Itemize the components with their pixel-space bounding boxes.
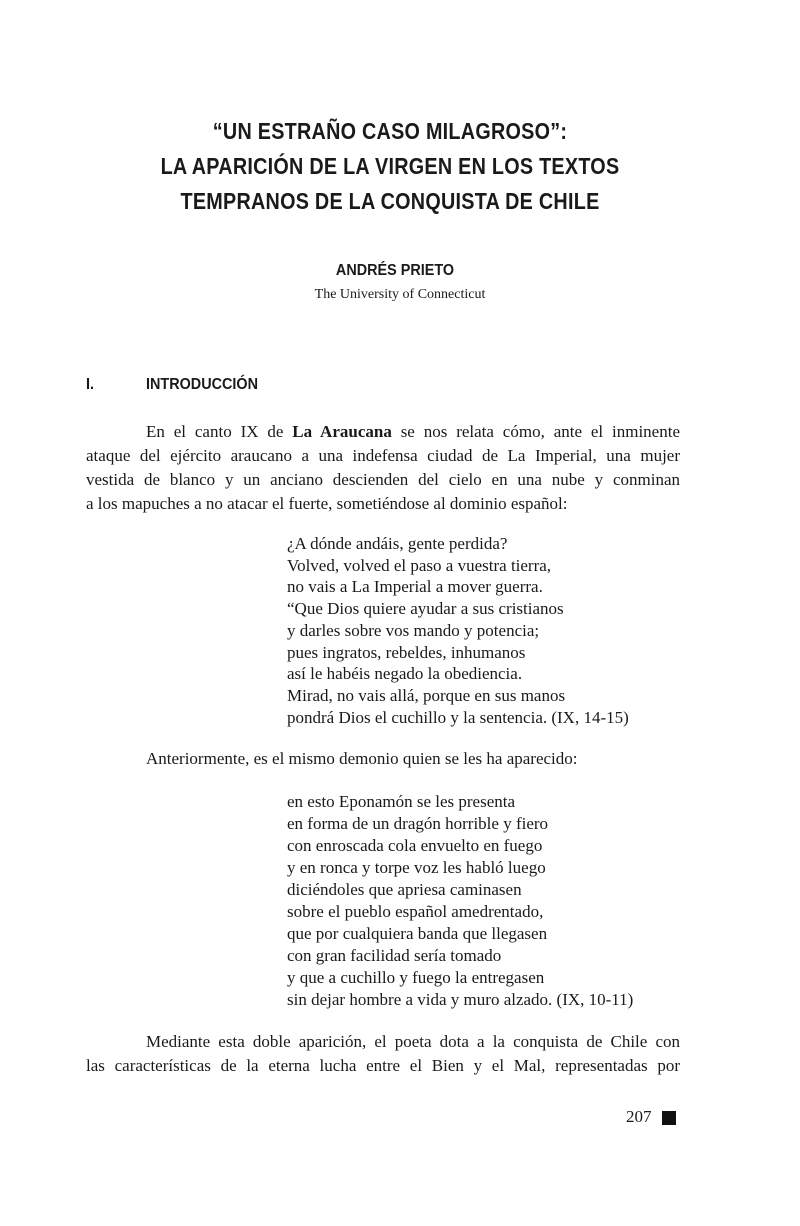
- verse-line: Volved, volved el paso a vuestra tierra,: [287, 555, 552, 575]
- title-line-3: TEMPRANOS DE LA CONQUISTA DE CHILE: [180, 188, 600, 214]
- verse-line: ¿A dónde andáis, gente perdida?: [287, 534, 508, 553]
- verse-line: con enroscada cola envuelto en fuego: [287, 836, 543, 855]
- verse-line: sin dejar hombre a vida y muro alzado. (IX, 10-11): [287, 990, 634, 1009]
- paragraph-line: a los mapuches a no atacar el fuerte, sometiéndose al dominio español:: [86, 494, 568, 513]
- section-title: INTRODUCCIÓN: [146, 376, 258, 393]
- page-marker-square: [662, 1111, 676, 1125]
- paragraph-line: Anteriormente, es el mismo demonio quien se les ha aparecido:: [146, 749, 578, 768]
- verse-line: pues ingratos, rebeldes, inhumanos: [287, 642, 526, 662]
- verse-line: en forma de un dragón horrible y fiero: [287, 814, 549, 833]
- verse-line: y en ronca y torpe voz les habló luego: [287, 858, 546, 877]
- work-title: La Araucana: [292, 422, 392, 441]
- verse-line: y darles sobre vos mando y potencia;: [287, 620, 540, 640]
- verse-line: con gran facilidad sería tomado: [287, 946, 502, 965]
- verse-line: que por cualquiera banda que llegasen: [287, 924, 548, 943]
- paragraph-line: las características de la eterna lucha entre el Bien y el Mal, representadas por: [86, 1056, 680, 1075]
- verse-line: pondrá Dios el cuchillo y la sentencia. (IX, 14-15): [287, 707, 629, 727]
- verse-line: Mirad, no vais allá, porque en sus manos: [287, 685, 566, 705]
- verse-line: sobre el pueblo español amedrentado,: [287, 902, 544, 921]
- title-line-1: “UN ESTRAÑO CASO MILAGROSO”:: [212, 118, 568, 144]
- author: ANDRÉS PRIETO: [335, 262, 455, 279]
- verse-line: y que a cuchillo y fuego la entregasen: [287, 968, 545, 987]
- affiliation: The University of Connecticut: [314, 287, 486, 302]
- paragraph-line: [146, 422, 680, 442]
- verse-line: así le habéis negado la obediencia.: [287, 664, 523, 684]
- title-line-2: LA APARICIÓN DE LA VIRGEN EN LOS TEXTOS: [160, 153, 620, 179]
- verse-line: en esto Eponamón se les presenta: [287, 792, 516, 811]
- paragraph-line: Mediante esta doble aparición, el poeta dota a la conquista de Chile con: [146, 1032, 680, 1051]
- text: se nos relata cómo, ante el inminente: [391, 422, 680, 441]
- paragraph-line: vestida de blanco y un anciano descienden del cielo en una nube y conminan: [86, 470, 680, 489]
- verse-line: “Que Dios quiere ayudar a sus cristianos: [287, 599, 564, 619]
- text: En el canto IX de: [146, 422, 293, 441]
- verse-line: diciéndoles que apriesa caminasen: [287, 880, 522, 899]
- paragraph-line: ataque del ejército araucano a una indefensa ciudad de La Imperial, una mujer: [86, 446, 680, 465]
- page-number: 207: [626, 1107, 652, 1126]
- verse-line: no vais a La Imperial a mover guerra.: [287, 577, 543, 597]
- section-number: I.: [86, 376, 95, 393]
